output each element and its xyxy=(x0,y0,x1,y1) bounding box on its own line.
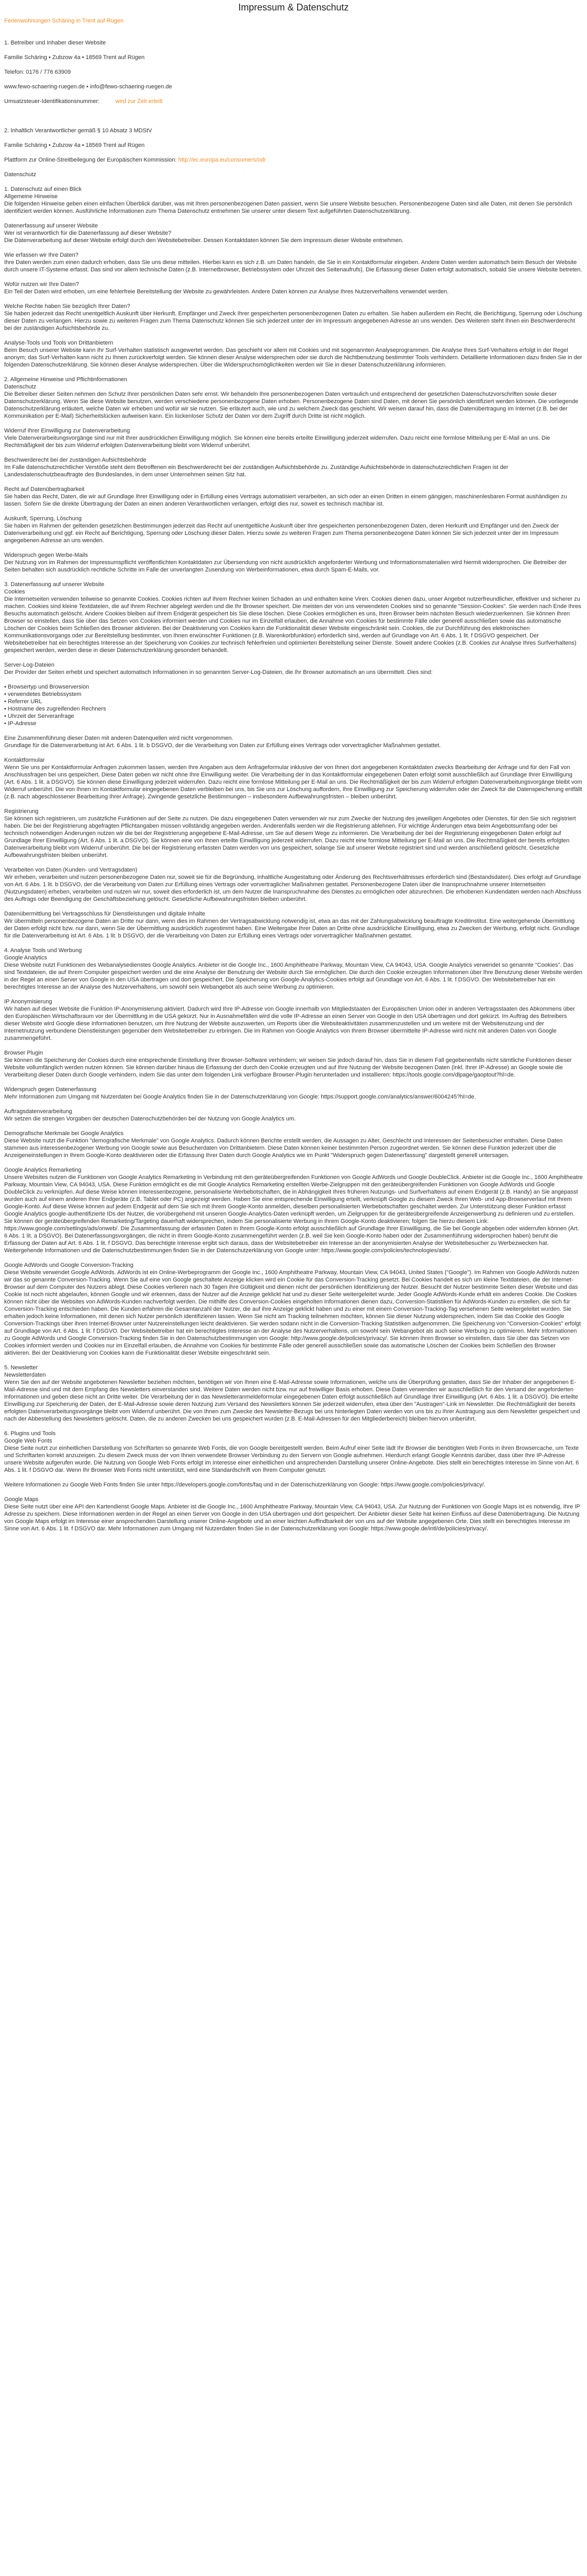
section-1c-question: Wie erfassen wir Ihre Daten? xyxy=(4,252,78,258)
section-4e-title: Auftragsdatenverarbeitung xyxy=(4,1108,72,1115)
section-2c-text: Im Falle datenschutzrechtlicher Verstöße steht dem Betroffenen ein Beschwerderecht bei der zuständigen Aufsichtsbehörde zu. Zuständige Aufsichtsbehörde in datenschutzrechtlichen Fragen ist der Landesdatenschutzbeauftragte des Bundeslandes, in dem unser Unternehmen seinen Sitz hat. xyxy=(4,464,509,478)
list-item: • Uhrzeit der Serveranfrage xyxy=(4,713,583,720)
list-item: • Hostname des zugreifenden Rechners xyxy=(4,705,583,713)
section-4h-title: Google AdWords und Google Conversion-Tracking xyxy=(4,1262,134,1268)
section-3f-text: Wir übermitteln personenbezogene Daten an Dritte nur dann, wenn dies im Rahmen der Vertragsabwicklung notwendig ist, etwa an das mit der Zahlungsabwicklung beauftragte Kreditinstitut. Eine weitergehende Übermittlung der Daten erfolgt nicht bzw. nur dann, wenn Sie der Übermittlung ausdrücklich zugestimmt haben. Eine Weitergabe Ihrer Daten an Dritte ohne ausdrückliche Einwilligung, etwa zu Zwecken der Werbung, erfolgt nicht. Grundlage für die Datenverarbeitung ist Art. 6 Abs. 1 lit. b DSGVO, der die Verarbeitung von Daten zur Erfüllung eines Vertrags oder vorvertraglicher Maßnahmen gestattet. xyxy=(4,918,580,939)
section-3a-title: Cookies xyxy=(4,589,25,595)
section-6a-text-2: Weitere Informationen zu Google Web Fonts finden Sie unter https://developers.google.com/fonts/faq und in der Datenschutzerklärung von Google: https://www.google.com/policies/privacy/. xyxy=(4,1482,486,1488)
impressum-contact xyxy=(4,83,583,90)
section-4e xyxy=(4,1108,583,1123)
section-4f xyxy=(4,1130,583,1159)
section-2f-text: Der Nutzung von im Rahmen der Impressumspflicht veröffentlichten Kontaktdaten zur Übersendung von nicht ausdrücklich angeforderter Werbung und Informationsmaterialien wird hiermit widersprochen. Die Betreiber der Seiten behalten sich ausdrücklich rechtliche Schritte im Falle der unverlangten Zusendung von Werbeinformationen, etwa durch Spam-E-Mails, vor. xyxy=(4,559,567,573)
section-3f-title: Datenübermittlung bei Vertragsschluss für Dienstleistungen und digitale Inhalte xyxy=(4,911,206,917)
section-6b xyxy=(4,1496,583,1532)
section-4d-title: Widerspruch gegen Datenerfassung xyxy=(4,1086,97,1093)
impressum-operator xyxy=(4,39,583,105)
section-4a-text: Diese Website nutzt Funktionen des Webanalysedienstes Google Analytics. Anbieter ist die Google Inc., 1600 Amphitheatre Parkway, Mountain View, CA 94043, USA. Google Analytics verwendet so genannte "Cookies". Das sind Textdateien, die auf Ihrem Computer gespeichert werden und die eine Analyse der Benutzung der Website durch Sie ermöglichen. Die durch den Cookie erzeugten Informationen über Ihre Benutzung dieser Website werden in der Regel an einen Server von Google in den USA übertragen und dort gespeichert. Die Speicherung von Google-Analytics-Cookies erfolgt auf Grundlage von Art. 6 Abs. 1 lit. f DSGVO. Der Websitebetreiber hat ein berechtigtes Interesse an der Analyse des Nutzerverhaltens, um sowohl sein Webangebot als auch seine Werbung zu optimieren. xyxy=(4,962,582,990)
section-3b-text-2: Eine Zusammenführung dieser Daten mit anderen Datenquellen wird nicht vorgenommen. xyxy=(4,735,233,741)
section-3b-title: Server-Log-Dateien xyxy=(4,662,54,668)
server-log-list xyxy=(4,683,583,727)
section-5a-title: Newsletterdaten xyxy=(4,1372,46,1378)
impressum-email-link[interactable]: info@fewo-schaering-ruegen.de xyxy=(90,84,172,90)
impressum-vat-label: Umsatzsteuer-Identifikationsnummer: xyxy=(4,98,100,105)
impressum-website: www.fewo-schaering-ruegen.de • xyxy=(4,84,91,90)
impressum-responsible xyxy=(4,127,583,164)
section-3a-text: Die Internetseiten verwenden teilweise so genannte Cookies. Cookies richten auf Ihrem Rechner keinen Schaden an und enthalten keine Viren. Cookies dienen dazu, unser Angebot nutzerfreundlicher, effektiver und sicherer zu machen. Cookies sind kleine Textdateien, die auf Ihrem Rechner abgelegt werden und die Ihr Browser speichert. Die meisten der von uns verwendeten Cookies sind so genannte "Session-Cookies". Sie werden nach Ende Ihres Besuchs automatisch gelöscht. Andere Cookies bleiben auf Ihrem Endgerät gespeichert bis Sie diese löschen. Diese Cookies ermöglichen es uns, Ihren Browser beim nächsten Besuch wiederzuerkennen. Sie können Ihren Browser so einstellen, dass Sie über das Setzen von Cookies informiert werden und Cookies nur im Einzelfall erlauben, die Annahme von Cookies für bestimmte Fälle oder generell ausschließen sowie das automatische Löschen der Cookies beim Schließen des Browser aktivieren. Bei der Deaktivierung von Cookies kann die Funktionalität dieser Website eingeschränkt sein. Cookies, die zur Durchführung des elektronischen Kommunikationsvorgangs oder zur Bereitstellung bestimmter, von Ihnen erwünschter Funktionen (z.B. Warenkorbfunktion) erforderlich sind, werden auf Grundlage von Art. 6 Abs. 1 lit. f DSGVO gespeichert. Der Websitebetreiber hat ein berechtigtes Interesse an der Speicherung von Cookies zur technisch fehlerfreien und optimierten Bereitstellung seiner Dienste. Soweit andere Cookies (z.B. Cookies zur Analyse Ihres Surfverhaltens) gespeichert werden, werden diese in dieser Datenschutzerklärung gesondert behandelt. xyxy=(4,596,581,654)
section-6 xyxy=(4,1430,583,1474)
section-2d-title: Recht auf Datenübertragbarkeit xyxy=(4,486,85,493)
section-3d-title: Registrierung xyxy=(4,808,39,815)
section-4g xyxy=(4,1166,583,1254)
section-4e-text: Wir setzen die strengen Vorgaben der deutschen Datenschutzbehörden bei der Nutzung von Google Analytics um. xyxy=(4,1116,296,1122)
section-3c xyxy=(4,757,583,800)
page-title: Impressum & Datenschutz xyxy=(238,2,349,13)
impressum-owner-2: Familie Schäring • Zubzow 4a • 18569 Trent auf Rügen xyxy=(4,142,145,148)
section-4c-title: Browser Plugin xyxy=(4,1050,43,1056)
impressum-operator-heading: 1. Betreiber und Inhaber dieser Website xyxy=(4,40,106,46)
section-2d xyxy=(4,486,583,508)
section-1f xyxy=(4,339,583,369)
page-subtitle: Ferienwohnungen Schäring in Trent auf Rügen xyxy=(4,18,124,24)
section-3-title: 3. Datenerfassung auf unserer Website xyxy=(4,581,105,588)
section-4c-text: Sie können die Speicherung der Cookies durch eine entsprechende Einstellung Ihrer Browser-Software verhindern; wir weisen Sie jedoch darauf hin, dass Sie in diesem Fall gegebenenfalls nicht sämtliche Funktionen dieser Website vollumfänglich werden nutzen können. Sie können darüber hinaus die Erfassung der durch den Cookie erzeugten und auf Ihre Nutzung der Website bezogenen Daten (inkl. Ihrer IP-Adresse) an Google sowie die Verarbeitung dieser Daten durch Google verhindern, indem Sie das unter dem folgenden Link verfügbare Browser-Plugin herunterladen und installieren: https://tools.google.com/dlpage/gaoptout?hl=de. xyxy=(4,1057,572,1078)
section-2a-title: Datenschutz xyxy=(4,384,37,390)
section-3c-text: Wenn Sie uns per Kontaktformular Anfragen zukommen lassen, werden Ihre Angaben aus dem Anfrageformular inklusive der von Ihnen dort angegebenen Kontaktdaten zwecks Bearbeitung der Anfrage und für den Fall von Anschlussfragen bei uns gespeichert. Diese Daten geben wir nicht ohne Ihre Einwilligung weiter. Die Verarbeitung der in das Kontaktformular eingegebenen Daten erfolgt somit ausschließlich auf Grundlage Ihrer Einwilligung (Art. 6 Abs. 1 lit. a DSGVO). Sie können diese Einwilligung jederzeit widerrufen. Dazu reicht eine formlose Mitteilung per E-Mail an uns. Die Rechtmäßigkeit der bis zum Widerruf erfolgten Datenverarbeitungsvorgänge bleibt vom Widerruf unberührt. Die von Ihnen im Kontaktformular eingegebenen Daten verbleiben bei uns, bis Sie uns zur Löschung auffordern, Ihre Einwilligung zur Speicherung widerrufen oder der Zweck für die Datenspeicherung entfällt (z.B. nach abgeschlossener Bearbeitung Ihrer Anfrage). Zwingende gesetzliche Bestimmungen – insbesondere Aufbewahrungsfristen – bleiben unberührt. xyxy=(4,764,582,800)
list-item: • Referrer URL xyxy=(4,698,583,705)
section-2c-title: Beschwerderecht bei der zuständigen Aufsichtsbehörde xyxy=(4,457,146,463)
section-2f xyxy=(4,552,583,574)
section-2e xyxy=(4,515,583,544)
section-2f-title: Widerspruch gegen Werbe-Mails xyxy=(4,552,88,558)
section-1a-title: Allgemeine Hinweise xyxy=(4,193,58,200)
section-6b-title: Google Maps xyxy=(4,1496,39,1503)
section-1 xyxy=(4,186,583,215)
section-5-title: 5. Newsletter xyxy=(4,1365,38,1371)
section-3b-text: Der Provider der Seiten erhebt und speichert automatisch Informationen in so genannten Server-Log-Dateien, die Ihr Browser automatisch an uns übermittelt. Dies sind: xyxy=(4,669,433,676)
section-4b xyxy=(4,998,583,1042)
section-1b-text: Die Datenverarbeitung auf dieser Website erfolgt durch den Websitebetreiber. Dessen Kontaktdaten können Sie dem Impressum dieser Website entnehmen. xyxy=(4,237,404,244)
section-4 xyxy=(4,947,583,991)
section-1e-text: Sie haben jederzeit das Recht unentgeltlich Auskunft über Herkunft, Empfänger und Zweck Ihrer gespeicherten personenbezogenen Daten zu erhalten. Sie haben außerdem ein Recht, die Berichtigung, Sperrung oder Löschung dieser Daten zu verlangen. Hierzu sowie zu weiteren Fragen zum Thema Datenschutz können Sie sich jederzeit unter der im Impressum angegebenen Adresse an uns wenden. Des Weiteren steht Ihnen ein Beschwerderecht bei der zuständigen Aufsichtsbehörde zu. xyxy=(4,311,582,331)
section-1-title: 1. Datenschutz auf einen Blick xyxy=(4,186,82,192)
section-6a-title: Google Web Fonts xyxy=(4,1438,52,1444)
section-3b-2 xyxy=(4,735,583,749)
section-3b xyxy=(4,661,583,676)
section-4b-title: IP Anonymisierung xyxy=(4,999,52,1005)
section-1f-text: Beim Besuch unserer Website kann Ihr Surf-Verhalten statistisch ausgewertet werden. Das geschieht vor allem mit Cookies und mit sogenannten Analyseprogrammen. Die Analyse Ihres Surf-Verhaltens erfolgt in der Regel anonym; das Surf-Verhalten kann nicht zu Ihnen zurückverfolgt werden. Sie können dieser Analyse widersprechen oder sie durch die Nichtbenutzung bestimmter Tools verhindern. Detaillierte Informationen dazu finden Sie in der folgenden Datenschutzerklärung. Sie können dieser Analyse widersprechen. Über die Widerspruchsmöglichkeiten werden wir Sie in dieser Datenschutzerklärung informieren. xyxy=(4,347,582,368)
section-6a-2 xyxy=(4,1481,583,1489)
section-3d xyxy=(4,808,583,859)
section-4d xyxy=(4,1086,583,1101)
section-1f-title: Analyse-Tools und Tools von Drittanbietern xyxy=(4,340,114,346)
section-1b-question: Wer ist verantwortlich für die Datenerfassung auf dieser Website? xyxy=(4,230,172,236)
section-4g-text-2: Weitergehende Informationen und die Datenschutzbestimmungen finden Sie in der Datenschutzerklärung von Google unter: https://www.google.com/policies/technologies/ads/. xyxy=(4,1247,451,1254)
datenschutz-heading: Datenschutz xyxy=(4,171,37,178)
impressum-phone: Telefon: 0176 / 776 63909 xyxy=(4,69,71,75)
section-6-title: 6. Plugins und Tools xyxy=(4,1430,56,1437)
section-3e-title: Verarbeiten von Daten (Kunden- und Vertragsdaten) xyxy=(4,867,138,873)
list-item: • Browsertyp und Browserversion xyxy=(4,683,583,691)
section-6b-text: Diese Seite nutzt über eine API den Kartendienst Google Maps. Anbieter ist die Google Inc., 1600 Amphitheatre Parkway, Mountain View, CA 94043, USA. Zur Nutzung der Funktionen von Google Maps ist es notwendig, Ihre IP Adresse zu speichern. Diese Informationen werden in der Regel an einen Server von Google in den USA übertragen und dort gespeichert. Der Anbieter dieser Seite hat keinen Einfluss auf diese Datenübertragung. Die Nutzung von Google Maps erfolgt im Interesse einer ansprechenden Darstellung unserer Online-Angebote und an einer leichten Auffindbarkeit der von uns auf der Website angegebenen Orte. Dies stellt ein berechtigtes Interesse im Sinne von Art. 6 Abs. 1 lit. f DSGVO dar. Mehr Informationen zum Umgang mit Nutzerdaten finden Sie in der Datenschutzerklärung von Google: https://www.google.de/intl/de/policies/privacy/. xyxy=(4,1504,580,1532)
list-item: • verwendetes Betriebssystem xyxy=(4,691,583,698)
impressum-vat-value: wird zur Zeit erteilt xyxy=(115,98,163,105)
section-2-title: 2. Allgemeine Hinweise und Pflichtinformationen xyxy=(4,376,127,383)
impressum-vat xyxy=(4,98,583,105)
section-1d-question: Wofür nutzen wir Ihre Daten? xyxy=(4,281,79,288)
section-2b-title: Widerruf Ihrer Einwilligung zur Datenverarbeitung xyxy=(4,428,130,434)
odr-link[interactable]: http://ec.europa.eu/consumers/odr xyxy=(178,157,266,163)
section-4d-text: Mehr Informationen zum Umgang mit Nutzerdaten bei Google Analytics finden Sie in der Datenschutzerklärung von Google: https://support.google.com/analytics/answer/6004245?hl=de. xyxy=(4,1094,476,1100)
impressum-odr xyxy=(4,156,583,164)
section-1e xyxy=(4,303,583,332)
section-1c xyxy=(4,251,583,273)
section-4a-title: Google Analytics xyxy=(4,955,47,961)
section-2b-text: Viele Datenverarbeitungsvorgänge sind nur mit Ihrer ausdrücklichen Einwilligung möglich. Sie können eine bereits erteilte Einwilligung jederzeit widerrufen. Dazu reicht eine formlose Mitteilung per E-Mail an uns. Die Rechtmäßigkeit der bis zum Widerruf erfolgten Datenverarbeitung bleibt vom Widerruf unberührt. xyxy=(4,435,550,449)
section-4g-title: Google Analytics Remarketing xyxy=(4,1167,82,1173)
section-6a-text: Diese Seite nutzt zur einheitlichen Darstellung von Schriftarten so genannte Web Fonts, die von Google bereitgestellt werden. Beim Aufruf einer Seite lädt Ihr Browser die benötigten Web Fonts in ihren Browsercache, um Texte und Schriftarten korrekt anzuzeigen. Zu diesem Zweck muss der von Ihnen verwendete Browser Verbindung zu den Servern von Google aufnehmen. Hierdurch erlangt Google Kenntnis darüber, dass über Ihre IP-Adresse unsere Website aufgerufen wurde. Die Nutzung von Google Web Fonts erfolgt im Interesse einer einheitlichen und ansprechenden Darstellung unserer Online-Angebote. Dies stellt ein berechtigtes Interesse im Sinne von Art. 6 Abs. 1 lit. f DSGVO dar. Wenn Ihr Browser Web Fonts nicht unterstützt, wird eine Standardschrift von Ihrem Computer genutzt. xyxy=(4,1445,579,1473)
section-3f xyxy=(4,910,583,940)
section-5a-text: Wenn Sie den auf der Website angebotenen Newsletter beziehen möchten, benötigen wir von Ihnen eine E-Mail-Adresse sowie Informationen, welche uns die Überprüfung gestatten, dass Sie der Inhaber der angegebenen E-Mail-Adresse sind und mit dem Empfang des Newsletters einverstanden sind. Weitere Daten werden nicht bzw. nur auf freiwilliger Basis erhoben. Diese Daten verwenden wir ausschließlich für den Versand der angeforderten Informationen und geben diese nicht an Dritte weiter. Die Verarbeitung der in das Newsletteranmeldeformular eingegebenen Daten erfolgt ausschließlich auf Grundlage Ihrer Einwilligung (Art. 6 Abs. 1 lit. a DSGVO). Die erteilte Einwilligung zur Speicherung der Daten, der E-Mail-Adresse sowie deren Nutzung zum Versand des Newsletters können Sie jederzeit widerrufen, etwa über den "Austragen"-Link im Newsletter. Die Rechtmäßigkeit der bereits erfolgten Datenverarbeitungsvorgänge bleibt vom Widerruf unberührt. Die von Ihnen zum Zwecke des Newsletter-Bezugs bei uns hinterlegten Daten werden von uns bis zu Ihrer Austragung aus dem Newsletter gespeichert und nach der Abbestellung des Newsletters gelöscht. Daten, die zu anderen Zwecken bei uns gespeichert wurden (z.B. E-Mail-Adressen für den Mitgliederbereich) bleiben hiervon unberührt. xyxy=(4,1379,580,1422)
section-3 xyxy=(4,581,583,654)
section-4f-text: Diese Website nutzt die Funktion "demografische Merkmale" von Google Analytics. Dadurch können Berichte erstellt werden, die Aussagen zu Alter, Geschlecht und Interessen der Seitenbesucher enthalten. Diese Daten stammen aus interessenbezogener Werbung von Google sowie aus Besucherdaten von Drittanbietern. Diese Daten können keiner bestimmten Person zugeordnet werden. Sie können diese Funktion jederzeit über die Anzeigeneinstellungen in Ihrem Google-Konto deaktivieren oder die Erfassung Ihrer Daten durch Google Analytics wie im Punkt "Widerspruch gegen Datenerfassung" dargestellt generell untersagen. xyxy=(4,1138,563,1159)
section-4c xyxy=(4,1049,583,1079)
section-3b-text-3: Grundlage für die Datenverarbeitung ist Art. 6 Abs. 1 lit. b DSGVO, der die Verarbeitung von Daten zur Erfüllung eines Vertrags oder vorvertraglicher Maßnahmen gestattet. xyxy=(4,742,441,749)
section-3c-title: Kontaktformular xyxy=(4,757,45,763)
section-1b xyxy=(4,222,583,244)
section-5 xyxy=(4,1364,583,1423)
section-2d-text: Sie haben das Recht, Daten, die wir auf Grundlage Ihrer Einwilligung oder in Erfüllung eines Vertrags automatisiert verarbeiten, an sich oder an einen Dritten in einem gängigen, maschinenlesbaren Format aushändigen zu lassen. Sofern Sie die direkte Übertragung der Daten an einen anderen Verantwortlichen verlangen, erfolgt dies nur, soweit es technisch machbar ist. xyxy=(4,494,567,507)
section-1d-text: Ein Teil der Daten wird erhoben, um eine fehlerfreie Bereitstellung der Website zu gewährleisten. Andere Daten können zur Analyse Ihres Nutzerverhaltens verwendet werden. xyxy=(4,289,449,295)
section-4-title: 4. Analyse Tools und Werbung xyxy=(4,947,82,954)
section-2e-title: Auskunft, Sperrung, Löschung xyxy=(4,516,82,522)
section-1b-title: Datenerfassung auf unserer Website xyxy=(4,223,98,229)
impressum-odr-label: Plattform zur Online-Streitbeilegung der Europäischen Kommission: xyxy=(4,157,178,163)
section-2b xyxy=(4,427,583,449)
section-4b-text: Wir haben auf dieser Website die Funktion IP-Anonymisierung aktiviert. Dadurch wird Ihre IP-Adresse von Google innerhalb von Mitgliedstaaten der Europäischen Union oder in anderen Vertragsstaaten des Abkommens über den Europäischen Wirtschaftsraum vor der Übermittlung in die USA gekürzt. Nur in Ausnahmefällen wird die volle IP-Adresse an einen Server von Google in den USA übertragen und dort gekürzt. Im Auftrag des Betreibers dieser Website wird Google diese Informationen benutzen, um Ihre Nutzung der Website auszuwerten, um Reports über die Websiteaktivitäten zusammenzustellen und um weitere mit der Websitenutzung und der Internetnutzung verbundene Dienstleistungen gegenüber dem Websitebetreiber zu erbringen. Die im Rahmen von Google Analytics von Ihrem Browser übermittelte IP-Adresse wird nicht mit anderen Daten von Google zusammengeführt. xyxy=(4,1006,575,1041)
section-3e xyxy=(4,866,583,903)
section-2c xyxy=(4,456,583,478)
section-4h-text: Diese Website verwendet Google AdWords. AdWords ist ein Online-Werbeprogramm der Google Inc., 1600 Amphitheatre Parkway, Mountain View, CA 94043, United States ("Google"). Im Rahmen von Google AdWords nutzen wir das so genannte Conversion-Tracking. Wenn Sie auf eine von Google geschaltete Anzeige klicken wird ein Cookie für das Conversion-Tracking gesetzt. Bei Cookies handelt es sich um kleine Textdateien, die der Internet-Browser auf dem Computer des Nutzers ablegt. Diese Cookies verlieren nach 30 Tagen ihre Gültigkeit und dienen nicht der persönlichen Identifizierung der Nutzer. Besucht der Nutzer bestimmte Seiten dieser Website und das Cookie ist noch nicht abgelaufen, können Google und wir erkennen, dass der Nutzer auf die Anzeige geklickt hat und zu dieser Seite weitergeleitet wurde. Jeder Google AdWords-Kunde erhält ein anderes Cookie. Die Cookies können nicht über die Websites von AdWords-Kunden nachverfolgt werden. Die mithilfe des Conversion-Cookies eingeholten Informationen dienen dazu, Conversion-Statistiken für AdWords-Kunden zu erstellen, die sich für Conversion-Tracking entschieden haben. Die Kunden erfahren die Gesamtanzahl der Nutzer, die auf ihre Anzeige geklickt haben und zu einer mit einem Conversion-Tracking-Tag versehenen Seite weitergeleitet wurden. Sie erhalten jedoch keine Informationen, mit denen sich Nutzer persönlich identifizieren lassen. Wenn Sie nicht am Tracking teilnehmen möchten, können Sie dieser Nutzung widersprechen, indem Sie das Cookie des Google Conversion-Trackings über ihren Internet-Browser unter Nutzereinstellungen leicht deaktivieren. Sie werden sodann nicht in die Conversion-Tracking Statistiken aufgenommen. Die Speicherung von "Conversion-Cookies" erfolgt auf Grundlage von Art. 6 Abs. 1 lit. f DSGVO. Der Websitebetreiber hat ein berechtigtes Interesse an der Analyse des Nutzerverhaltens, um sowohl sein Webangebot als auch seine Werbung zu optimieren. Mehr Informationen zu Google AdWords und Google Conversion-Tracking finden Sie in den Datenschutzbestimmungen von Google: http://www.google.de/policies/privacy/. Sie können Ihren Browser so einstellen, dass Sie über das Setzen von Cookies informiert werden und Cookies nur im Einzelfall erlauben, die Annahme von Cookies für bestimmte Fälle oder generell ausschließen sowie das automatische Löschen der Cookies beim Schließen des Browser aktivieren. Bei der Deaktivierung von Cookies kann die Funktionalität dieser Website eingeschränkt sein. xyxy=(4,1269,581,1356)
section-1a-text: Die folgenden Hinweise geben einen einfachen Überblick darüber, was mit Ihren personenbezogenen Daten passiert, wenn Sie unsere Website besuchen. Personenbezogene Daten sind alle Daten, mit denen Sie persönlich identifiziert werden können. Ausführliche Informationen zum Thema Datenschutz entnehmen Sie unserer unter diesem Text aufgeführten Datenschutzerklärung. xyxy=(4,201,572,214)
impressum-owner: Familie Schäring • Zubzow 4a • 18569 Trent auf Rügen xyxy=(4,54,145,61)
section-1e-question: Welche Rechte haben Sie bezüglich Ihrer Daten? xyxy=(4,303,130,310)
section-2 xyxy=(4,376,583,420)
list-item: • IP-Adresse xyxy=(4,720,583,727)
section-1c-text: Ihre Daten werden zum einen dadurch erhoben, dass Sie uns diese mitteilen. Hierbei kann es sich z.B. um Daten handeln, die Sie in ein Kontaktformular eingeben. Andere Daten werden automatisch beim Besuch der Website durch unsere IT-Systeme erfasst. Das sind vor allem technische Daten (z.B. Internetbrowser, Betriebssystem oder Uhrzeit des Seitenaufrufs). Die Erfassung dieser Daten erfolgt automatisch, sobald Sie unsere Website betreten. xyxy=(4,259,582,273)
section-3e-text: Wir erheben, verarbeiten und nutzen personenbezogene Daten nur, soweit sie für die Begründung, inhaltliche Ausgestaltung oder Änderung des Rechtsverhältnisses erforderlich sind (Bestandsdaten). Dies erfolgt auf Grundlage von Art. 6 Abs. 1 lit. b DSGVO, der die Verarbeitung von Daten zur Erfüllung eines Vertrags oder vorvertraglicher Maßnahmen gestattet. Personenbezogene Daten über die Inanspruchnahme unserer Internetseiten (Nutzungsdaten) erheben, verarbeiten und nutzen wir nur, soweit dies erforderlich ist, um dem Nutzer die Inanspruchnahme des Dienstes zu ermöglichen oder abzurechnen. Die erhobenen Kundendaten werden nach Abschluss des Auftrags oder Beendigung der Geschäftsbeziehung gelöscht. Gesetzliche Aufbewahrungsfristen bleiben unberührt. xyxy=(4,874,582,902)
section-2e-text: Sie haben im Rahmen der geltenden gesetzlichen Bestimmungen jederzeit das Recht auf unentgeltliche Auskunft über Ihre gespeicherten personenbezogenen Daten, deren Herkunft und Empfänger und den Zweck der Datenverarbeitung und ggf. ein Recht auf Berichtigung, Sperrung oder Löschung dieser Daten. Hierzu sowie zu weiteren Fragen zum Thema personenbezogene Daten können Sie sich jederzeit unter der im Impressum angegebenen Adresse an uns wenden. xyxy=(4,523,559,544)
section-4f-title: Demografische Merkmale bei Google Analytics xyxy=(4,1130,124,1137)
section-1d xyxy=(4,281,583,295)
section-3d-text: Sie können sich registrieren, um zusätzliche Funktionen auf der Seite zu nutzen. Die dazu eingegebenen Daten verwenden wir nur zum Zwecke der Nutzung des jeweiligen Angebotes oder Dienstes, für den Sie sich registriert haben. Die bei der Registrierung abgefragten Pflichtangaben müssen vollständig angegeben werden. Anderenfalls werden wir die Registrierung ablehnen. Für wichtige Änderungen etwa beim Angebotsumfang oder bei technisch notwendigen Änderungen nutzen wir die bei der Registrierung angegebene E-Mail-Adresse, um Sie auf diesem Wege zu informieren. Die Verarbeitung der bei der Registrierung eingegebenen Daten erfolgt auf Grundlage Ihrer Einwilligung (Art. 6 Abs. 1 lit. a DSGVO). Sie können eine von Ihnen erteilte Einwilligung jederzeit widerrufen. Dazu reicht eine formlose Mitteilung per E-Mail an uns. Die Rechtmäßigkeit der bereits erfolgten Datenverarbeitung bleibt vom Widerruf unberührt. Die bei der Registrierung erfassten Daten werden von uns gespeichert, solange Sie auf unserer Website registriert sind und werden anschließend gelöscht. Gesetzliche Aufbewahrungsfristen bleiben unberührt. xyxy=(4,816,576,858)
section-2a-text: Die Betreiber dieser Seiten nehmen den Schutz Ihrer persönlichen Daten sehr ernst. Wir behandeln Ihre personenbezogenen Daten vertraulich und entsprechend der gesetzlichen Datenschutzvorschriften sowie dieser Datenschutzerklärung. Wenn Sie diese Website benutzen, werden verschiedene personenbezogene Daten erhoben. Personenbezogene Daten sind Daten, mit denen Sie persönlich identifiziert werden können. Die vorliegende Datenschutzerklärung erläutert, welche Daten wir erheben und wofür wir sie nutzen. Sie erläutert auch, wie und zu welchem Zweck das geschieht. Wir weisen darauf hin, dass die Datenübertragung im Internet (z.B. bei der Kommunikation per E-Mail) Sicherheitslücken aufweisen kann. Ein lückenloser Schutz der Daten vor dem Zugriff durch Dritte ist nicht möglich. xyxy=(4,391,579,419)
section-4g-text: Unsere Websites nutzen die Funktionen von Google Analytics Remarketing in Verbindung mit den geräteübergreifenden Funktionen von Google AdWords und Google DoubleClick. Anbieter ist die Google Inc., 1600 Amphitheatre Parkway, Mountain View, CA 94043, USA. Diese Funktion ermöglicht es die mit Google Analytics Remarketing erstellten Werbe-Zielgruppen mit den geräteübergreifenden Funktionen von Google AdWords und Google DoubleClick zu verknüpfen. Auf diese Weise können interessenbezogene, personalisierte Werbebotschaften, die in Abhängigkeit Ihres früheren Nutzungs- und Surfverhaltens auf einem Endgerät (z.B. Handy) an Sie angepasst wurden auch auf einem anderen Ihrer Endgeräte (z.B. Tablet oder PC) angezeigt werden. Haben Sie eine entsprechende Einwilligung erteilt, verknüpft Google zu diesem Zweck Ihren Web- und App-Browserverlauf mit Ihrem Google-Konto. Auf diese Weise können auf jedem Endgerät auf dem Sie sich mit Ihrem Google-Konto anmelden, dieselben personalisierten Werbebotschaften geschaltet werden. Zur Unterstützung dieser Funktion erfasst Google Analytics google-authentifizierte IDs der Nutzer, die vorübergehend mit unseren Google-Analytics-Daten verknüpft werden, um Zielgruppen für die geräteübergreifende Anzeigenwerbung zu definieren und zu erstellen. Sie können der geräteübergreifenden Remarketing/Targeting dauerhaft widersprechen, indem Sie personalisierte Werbung in Ihrem Google-Konto deaktivieren; folgen Sie hierzu diesem Link: https://www.google.com/settings/ads/onweb/. Die Zusammenfassung der erfassten Daten in Ihrem Google-Konto erfolgt ausschließlich auf Grundlage Ihrer Einwilligung, die Sie bei Google abgeben oder widerrufen können (Art. 6 Abs. 1 lit. a DSGVO). Bei Datenerfassungsvorgängen, die nicht in Ihrem Google-Konto zusammengeführt werden (z.B. weil Sie kein Google-Konto haben oder der Zusammenführung widersprochen haben) beruht die Erfassung der Daten auf Art. 6 Abs. 1 lit. f DSGVO. Das berechtigte Interesse ergibt sich daraus, dass der Websitebetreiber ein Interesse an der anonymisierten Analyse der Websitebesucher zu Werbezwecken hat. xyxy=(4,1174,583,1246)
impressum-responsible-heading: 2. Inhaltlich Verantwortlicher gemäß § 10 Absatz 3 MDStV xyxy=(4,128,152,134)
section-4h xyxy=(4,1262,583,1357)
